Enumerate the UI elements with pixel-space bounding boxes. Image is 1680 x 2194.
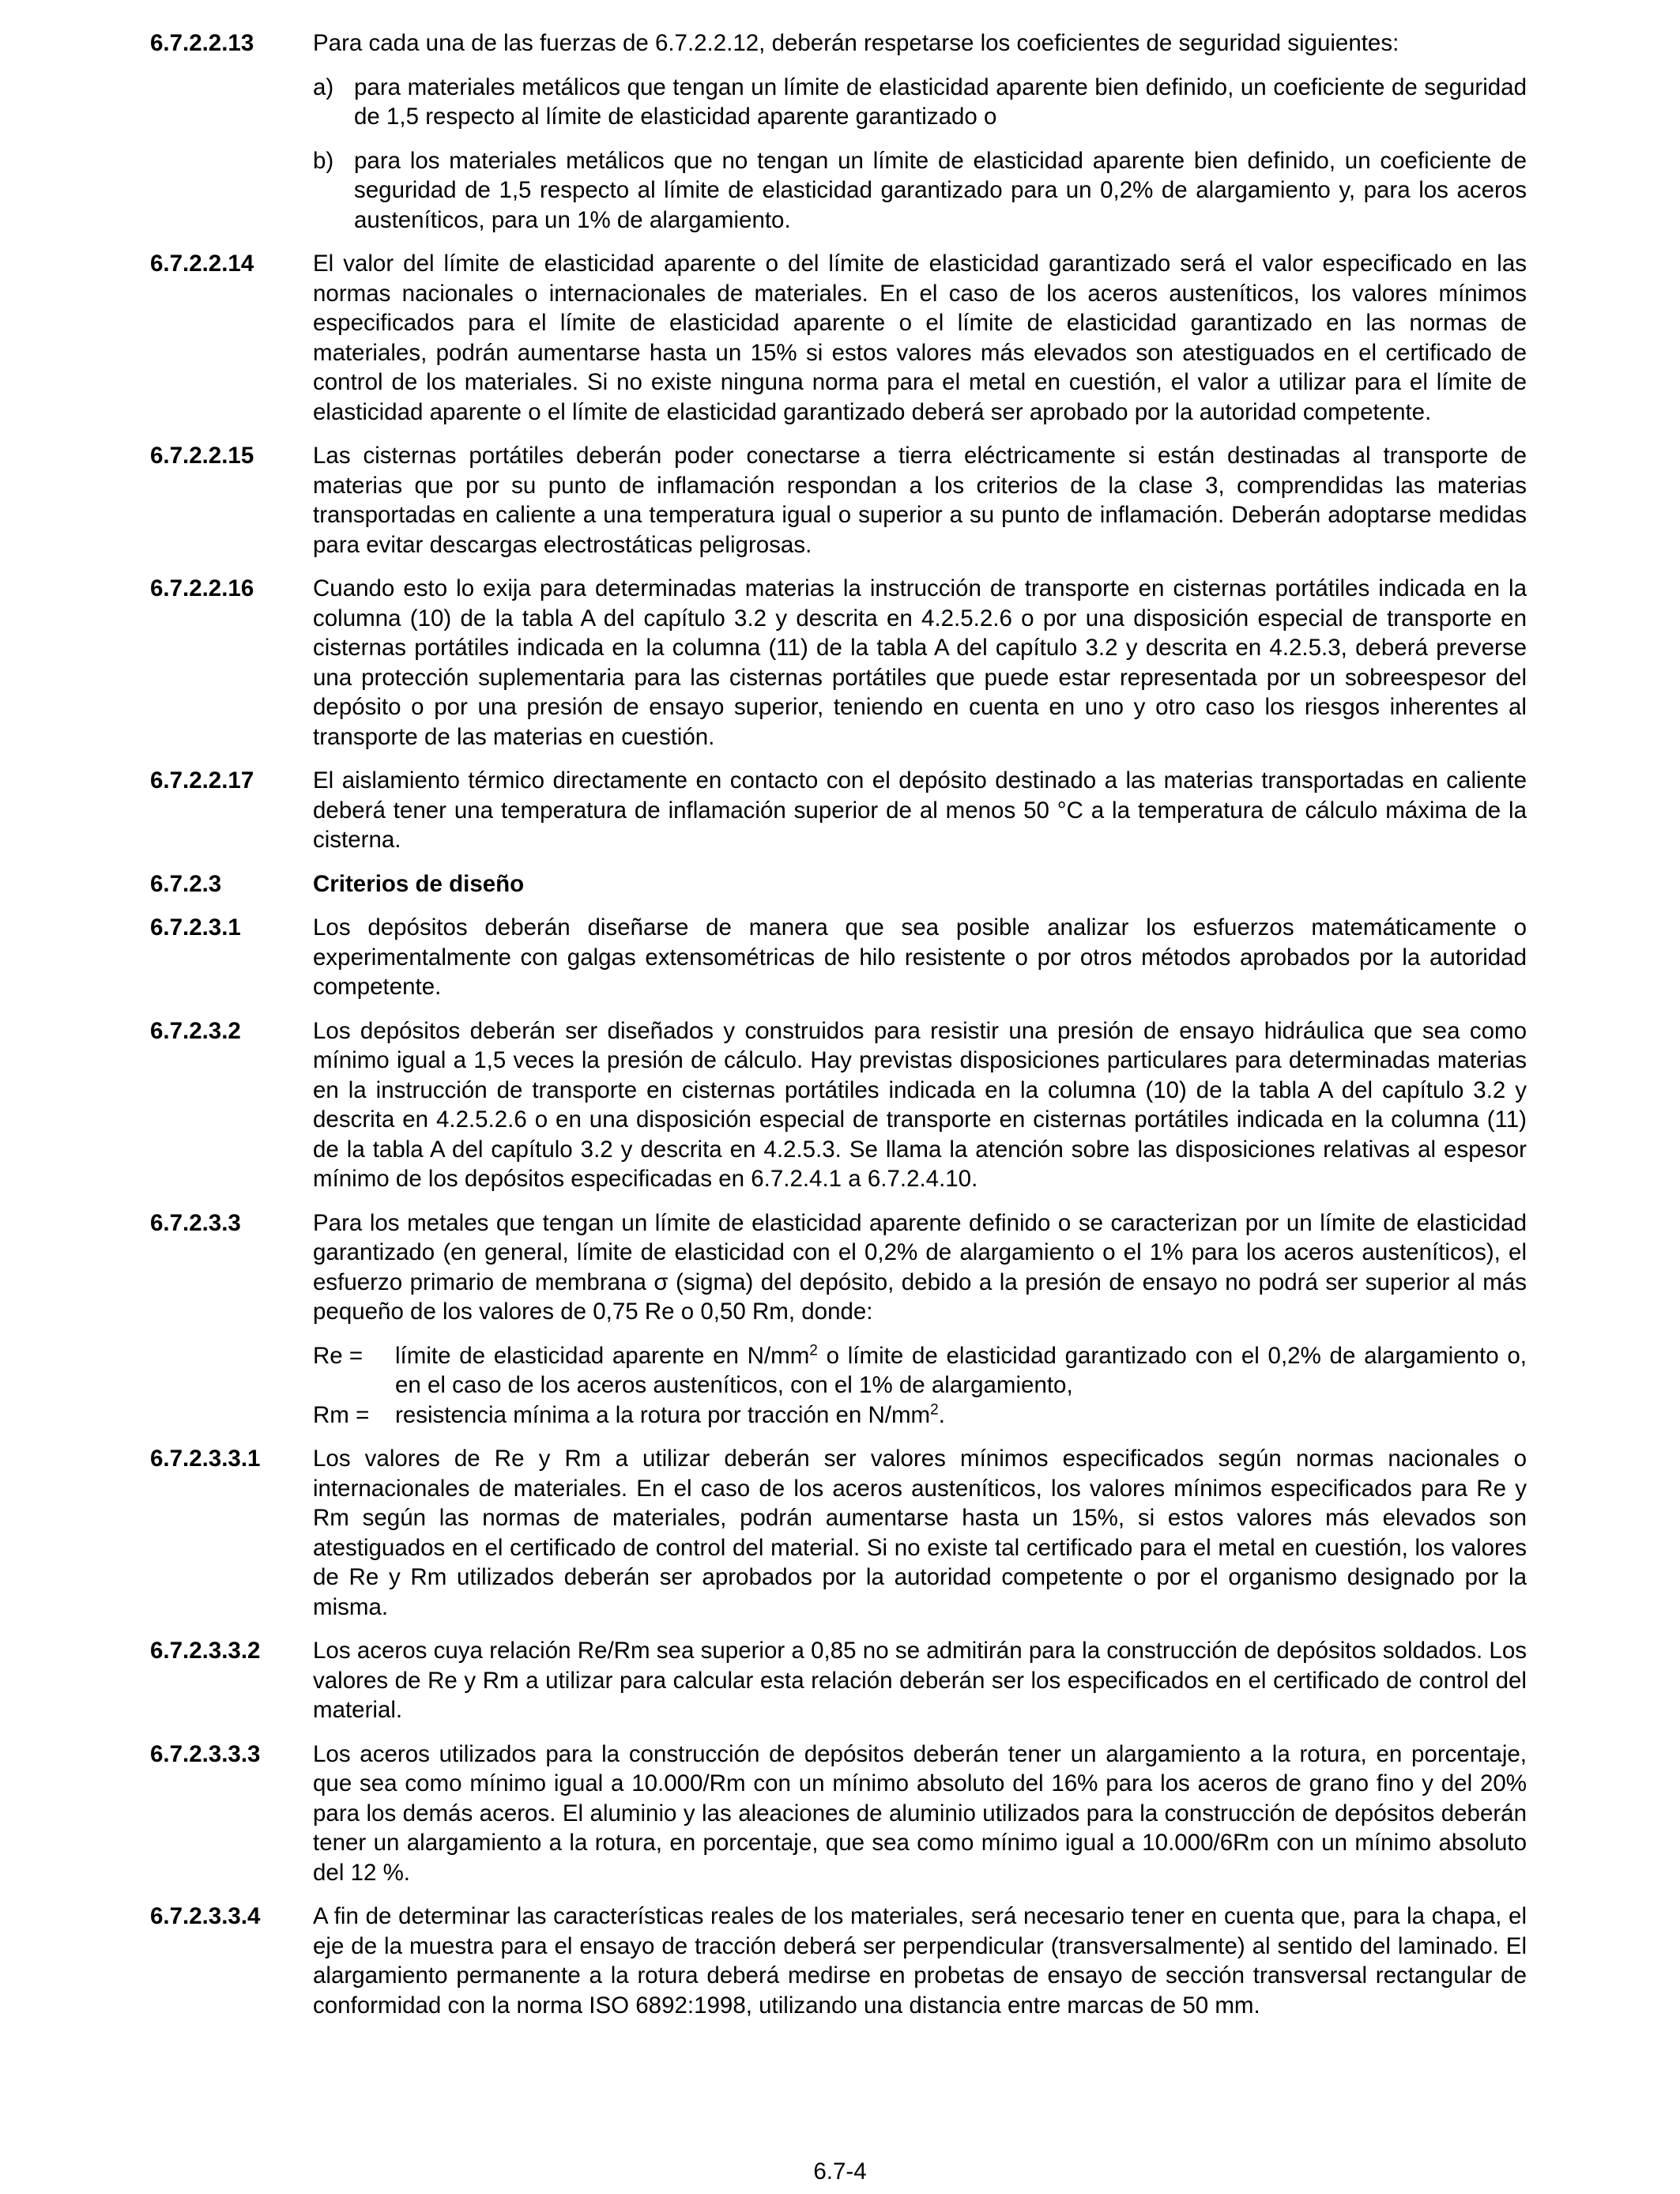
page-number: 6.7-4 bbox=[813, 2158, 867, 2185]
section-number: 6.7.2.2.15 bbox=[150, 443, 254, 469]
section-text: Los depósitos deberán diseñarse de manera que sea posible analizar los esfuerzos matemáticamente o experimentalmente con galgas extensométricas de hilo resistente o por otros métodos aprobados por la autoridad competente. bbox=[313, 914, 1527, 1000]
section-number: 6.7.2.3.3.4 bbox=[150, 1903, 261, 1929]
section-number: 6.7.2.3.3 bbox=[150, 1209, 241, 1236]
section-number: 6.7.2.3.3.3 bbox=[150, 1740, 261, 1767]
section-text: Para cada una de las fuerzas de 6.7.2.2.12, deberán respetarse los coeficientes de seguridad siguientes: bbox=[313, 30, 1399, 56]
definition-text: resistencia mínima a la rotura por tracción en $N/mm^2$. bbox=[395, 1401, 945, 1428]
definition-rm bbox=[313, 1400, 1527, 1431]
section-6-7-2-3-3-4 bbox=[150, 1902, 1527, 2020]
list-item-label: b) bbox=[313, 147, 334, 174]
section-6-7-2-3-3-3 bbox=[150, 1740, 1527, 1888]
section-text: A fin de determinar las características reales de los materiales, será necesario tener en cuenta que, para la chapa, el eje de la muestra para el ensayo de tracción deberá ser perpendicular (transversalmente) al sentido del laminado. El alargamiento permanente a la rotura deberá medirse en probetas de ensayo de sección transversal rectangular de conformidad con la norma ISO 6892:1998, utilizando una distancia entre marcas de 50 mm. bbox=[313, 1903, 1527, 2019]
section-6-7-2-3-2 bbox=[150, 1016, 1527, 1194]
definition-term: Re = bbox=[313, 1342, 363, 1369]
list-item-text: para los materiales metálicos que no tengan un límite de elasticidad aparente bien definido, un coeficiente de seguridad de 1,5 respecto al límite de elasticidad garantizado para un 0,2% de alargamiento y, para los aceros austeníticos, para un 1% de alargamiento. bbox=[354, 147, 1527, 233]
definition-re bbox=[313, 1341, 1527, 1400]
list-item-a bbox=[313, 73, 1527, 132]
section-text: Los valores de Re y Rm a utilizar deberán ser valores mínimos especificados según normas nacionales o internacionales de materiales. En el caso de los aceros austeníticos, los valores mínimos especificados para Re y Rm según las normas de materiales, podrán aumentarse hasta un 15%, si estos valores más elevados son atestiguados en el certificado de control del material. Si no existe tal certificado para el metal en cuestión, los valores de Re y Rm utilizados deberán ser aprobados por la autoridad competente o por el organismo designado por la misma. bbox=[313, 1446, 1527, 1620]
section-6-7-2-2-15 bbox=[150, 441, 1527, 560]
section-text: Los depósitos deberán ser diseñados y construidos para resistir una presión de ensayo hidráulica que sea como mínimo igual a 1,5 veces la presión de cálculo. Hay previstas disposiciones particulares para determinadas materias en la instrucción de transporte en cisternas portátiles indicada en la columna (10) de la tabla A del capítulo 3.2 y descrita en 4.2.5.2.6 o en una disposición especial de transporte en cisternas portátiles indicada en la columna (11) de la tabla A del capítulo 3.2 y descrita en 4.2.5.3. Se llama la atención sobre las disposiciones relativas al espesor mínimo de los depósitos especificadas en 6.7.2.4.1 a 6.7.2.4.10. bbox=[313, 1017, 1527, 1192]
section-6-7-2-3-3-1 bbox=[150, 1444, 1527, 1622]
section-6-7-2-3-3 bbox=[150, 1208, 1527, 1431]
section-heading: Criterios de diseño bbox=[313, 870, 525, 897]
definition-list bbox=[313, 1341, 1527, 1431]
section-text: El aislamiento térmico directamente en contacto con el depósito destinado a las materias transportadas en caliente deberá tener una temperatura de inflamación superior de al menos 50 °C a la temperatura de cálculo máxima de la cisterna. bbox=[313, 767, 1527, 853]
list-item-b bbox=[313, 146, 1527, 236]
section-text: Las cisternas portátiles deberán poder conectarse a tierra eléctricamente si están destinadas al transporte de materias que por su punto de inflamación respondan a los criterios de la clase 3, comprendidas las materias transportadas en caliente a una temperatura igual o superior a su punto de inflamación. Deberán adoptarse medidas para evitar descargas electrostáticas peligrosas. bbox=[313, 443, 1527, 558]
section-number: 6.7.2.3.3.2 bbox=[150, 1638, 261, 1664]
section-6-7-2-3 bbox=[150, 869, 1527, 899]
section-number: 6.7.2.2.14 bbox=[150, 251, 254, 277]
section-text: Cuando esto lo exija para determinadas materias la instrucción de transporte en cisternas portátiles indicada en la columna (10) de la tabla A del capítulo 3.2 y descrita en 4.2.5.2.6 o por una disposición especial de transporte en cisternas portátiles indicada en la columna (11) de la tabla A del capítulo 3.2 y descrita en 4.2.5.3, deberá preverse una protección suplementaria para las cisternas portátiles que puede estar representada por un sobreespesor del depósito o por una presión de ensayo superior, teniendo en cuenta en uno y otro caso los riesgos inherentes al transporte de las materias en cuestión. bbox=[313, 575, 1527, 750]
section-6-7-2-2-17 bbox=[150, 766, 1527, 855]
section-number: 6.7.2.3.1 bbox=[150, 914, 241, 941]
section-6-7-2-2-13 bbox=[150, 28, 1527, 235]
document-page bbox=[150, 28, 1527, 2034]
section-number: 6.7.2.2.13 bbox=[150, 30, 254, 56]
definition-text: límite de elasticidad aparente en $N/mm^2$ o límite de elasticidad garantizado con el 0,2% de alargamiento o, en el caso de los aceros austeníticos, con el 1% de alargamiento, bbox=[395, 1342, 1527, 1398]
section-number: 6.7.2.2.17 bbox=[150, 767, 254, 794]
section-number: 6.7.2.3.3.1 bbox=[150, 1446, 261, 1472]
list-item-text: para materiales metálicos que tengan un límite de elasticidad aparente bien definido, un coeficiente de seguridad de 1,5 respecto al límite de elasticidad aparente garantizado o bbox=[354, 74, 1527, 130]
list-item-label: a) bbox=[313, 74, 334, 100]
section-number: 6.7.2.3.2 bbox=[150, 1017, 241, 1044]
section-text: El valor del límite de elasticidad aparente o del límite de elasticidad garantizado será el valor especificado en las normas nacionales o internacionales de materiales. En el caso de los aceros austeníticos, los valores mínimos especificados para el límite de elasticidad aparente o el límite de elasticidad garantizado en las normas de materiales, podrán aumentarse hasta un 15% si estos valores más elevados son atestiguados en el certificado de control de los materiales. Si no existe ninguna norma para el metal en cuestión, el valor a utilizar para el límite de elasticidad aparente o el límite de elasticidad garantizado deberá ser aprobado por la autoridad competente. bbox=[313, 251, 1527, 425]
section-6-7-2-2-14 bbox=[150, 249, 1527, 427]
section-text: Para los metales que tengan un límite de elasticidad aparente definido o se caracterizan por un límite de elasticidad garantizado (en general, límite de elasticidad con el 0,2% de alargamiento o el 1% para los aceros austeníticos), el esfuerzo primario de membrana σ (sigma) del depósito, debido a la presión de ensayo no podrá ser superior al más pequeño de los valores de 0,75 Re o 0,50 Rm, donde: bbox=[313, 1209, 1527, 1325]
section-6-7-2-3-1 bbox=[150, 913, 1527, 1002]
section-text: Los aceros cuya relación Re/Rm sea superior a 0,85 no se admitirán para la construcción de depósitos soldados. Los valores de Re y Rm a utilizar para calcular esta relación deberán ser los especificados en el certificado de control del material. bbox=[313, 1638, 1527, 1723]
section-text: Los aceros utilizados para la construcción de depósitos deberán tener un alargamiento a la rotura, en porcentaje, que sea como mínimo igual a 10.000/Rm con un mínimo absoluto del 16% para los aceros de grano fino y del 20% para los demás aceros. El aluminio y las aleaciones de aluminio utilizados para la construcción de depósitos deberán tener un alargamiento a la rotura, en porcentaje, que sea como mínimo igual a 10.000/6Rm con un mínimo absoluto del 12 %. bbox=[313, 1740, 1527, 1886]
section-number: 6.7.2.3 bbox=[150, 870, 222, 897]
definition-term: Rm = bbox=[313, 1401, 370, 1428]
section-6-7-2-3-3-2 bbox=[150, 1636, 1527, 1725]
section-6-7-2-2-16 bbox=[150, 574, 1527, 752]
section-number: 6.7.2.2.16 bbox=[150, 575, 254, 601]
